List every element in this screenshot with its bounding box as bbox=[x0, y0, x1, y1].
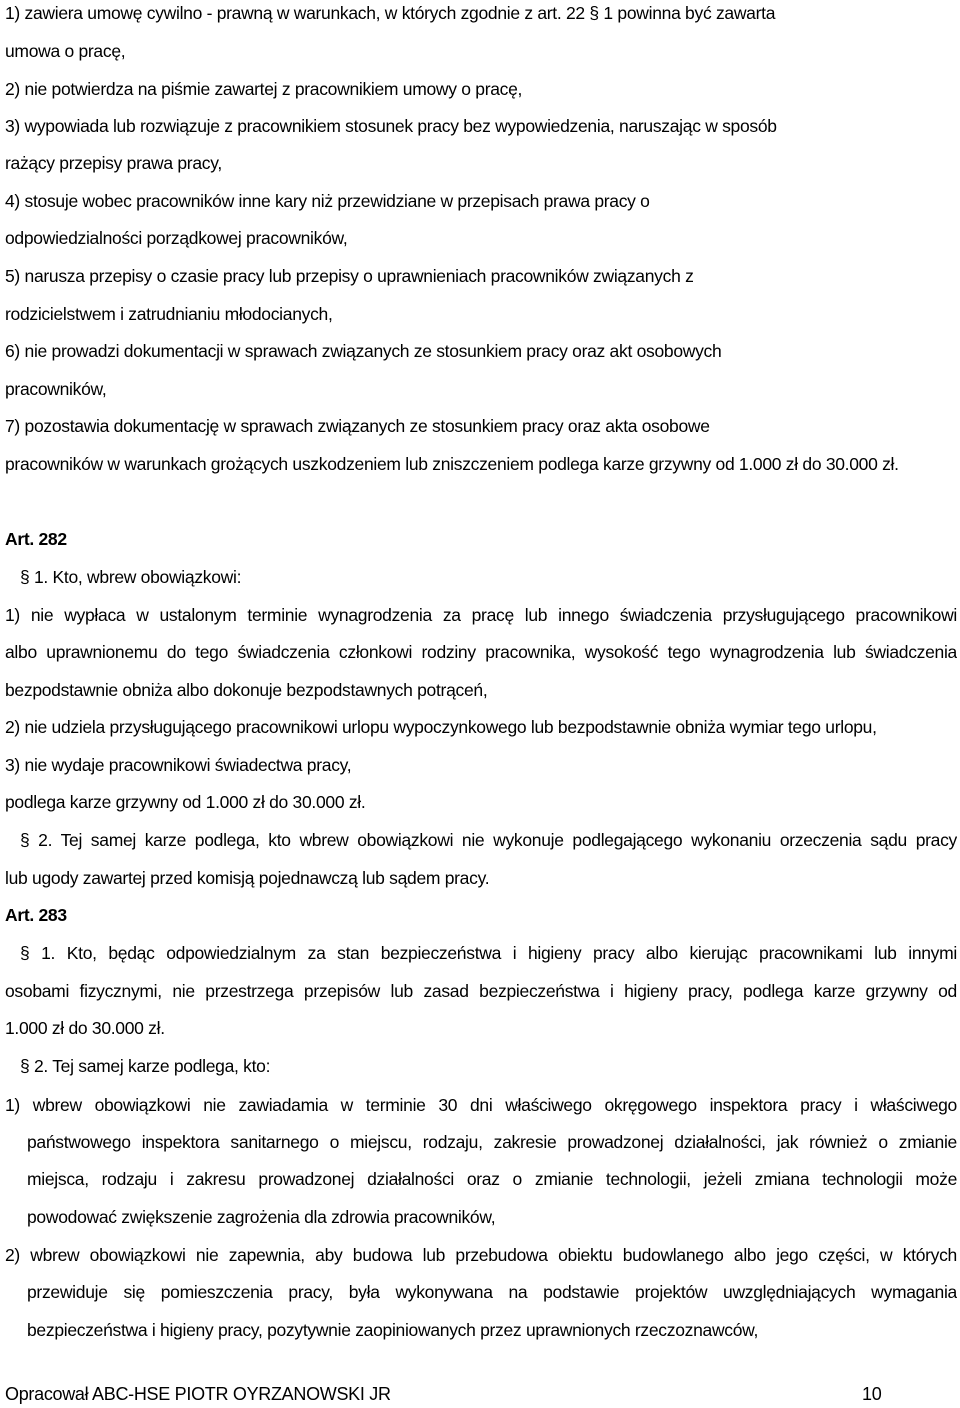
text-line: 7) pozostawia dokumentację w sprawach związanych ze stosunkiem pracy oraz akta osobowe bbox=[5, 416, 710, 436]
text-line: pracowników w warunkach grożących uszkodzeniem lub zniszczeniem podlega karze grzywny od 1.000 zł do 30.000 zł. bbox=[5, 454, 899, 474]
text-line: 2) nie potwierdza na piśmie zawartej z pracownikiem umowy o pracę, bbox=[5, 79, 523, 99]
article-heading: Art. 283 bbox=[5, 905, 67, 925]
text-line: osobami fizycznymi, nie przestrzega przepisów lub zasad bezpieczeństwa i higieny pracy, podlega karze grzywny od bbox=[5, 981, 957, 1001]
text-line: rodzicielstwem i zatrudnianiu młodocianych, bbox=[5, 304, 333, 324]
text-line: przewiduje się pomieszczenia pracy, była wykonywana na podstawie projektów uwzględniających wymagania bbox=[27, 1282, 957, 1302]
text-line: 6) nie prowadzi dokumentacji w sprawach związanych ze stosunkiem pracy oraz akt osobowych bbox=[5, 341, 722, 361]
text-line: bezpieczeństwa i higieny pracy, pozytywnie zaopiniowanych przez uprawnionych rzeczoznawców, bbox=[27, 1320, 759, 1340]
text-line: albo uprawnionemu do tego świadczenia członkowi rodziny pracownika, wysokość tego wynagrodzenia lub świadczenia bbox=[5, 642, 957, 662]
text-line: państwowego inspektora sanitarnego o miejscu, rodzaju, zakresie prowadzonej działalności, jak również o zmianie bbox=[27, 1132, 957, 1152]
text-line: rażący przepisy prawa pracy, bbox=[5, 153, 222, 173]
article-heading: Art. 282 bbox=[5, 529, 67, 549]
text-line: powodować zwiększenie zagrożenia dla zdrowia pracowników, bbox=[27, 1207, 496, 1227]
text-line: umowa o pracę, bbox=[5, 41, 126, 61]
text-line: odpowiedzialności porządkowej pracowników, bbox=[5, 228, 348, 248]
text-line: podlega karze grzywny od 1.000 zł do 30.000 zł. bbox=[5, 792, 366, 812]
footer-author: Opracował ABC-HSE PIOTR OYRZANOWSKI JR bbox=[5, 1384, 391, 1404]
text-line: 3) wypowiada lub rozwiązuje z pracownikiem stosunek pracy bez wypowiedzenia, naruszając w sposób bbox=[5, 116, 777, 136]
text-line: 1.000 zł do 30.000 zł. bbox=[5, 1018, 165, 1038]
text-line: 2) nie udziela przysługującego pracownikowi urlopu wypoczynkowego lub bezpodstawnie obniża wymiar tego urlopu, bbox=[5, 717, 877, 737]
text-line: 1) wbrew obowiązkowi nie zawiadamia w terminie 30 dni właściwego okręgowego inspektora pracy i właściwego bbox=[5, 1095, 957, 1115]
paragraph-heading: § 2. Tej samej karze podlega, kto: bbox=[20, 1056, 271, 1076]
text-line: 5) narusza przepisy o czasie pracy lub przepisy o uprawnieniach pracowników związanych z bbox=[5, 266, 694, 286]
text-line: bezpodstawnie obniża albo dokonuje bezpodstawnych potrąceń, bbox=[5, 680, 488, 700]
text-line: pracowników, bbox=[5, 379, 107, 399]
text-line: miejsca, rodzaju i zakresu prowadzonej działalności oraz o zmianie technologii, jeżeli zmiana technologii może bbox=[27, 1169, 957, 1189]
text-line: 1) zawiera umowę cywilno - prawną w warunkach, w których zgodnie z art. 22 § 1 powinna być zawarta bbox=[5, 3, 776, 23]
text-line: 4) stosuje wobec pracowników inne kary niż przewidziane w przepisach prawa pracy o bbox=[5, 191, 650, 211]
text-line: 2) wbrew obowiązkowi nie zapewnia, aby budowa lub przebudowa obiektu budowlanego albo jego części, w których bbox=[5, 1245, 957, 1265]
text-line: 3) nie wydaje pracownikowi świadectwa pracy, bbox=[5, 755, 352, 775]
text-line: 1) nie wypłaca w ustalonym terminie wynagrodzenia za pracę lub innego świadczenia przysługującego pracownikowi bbox=[5, 605, 957, 625]
paragraph-heading: § 1. Kto, wbrew obowiązkowi: bbox=[20, 567, 242, 587]
page-number: 10 bbox=[862, 1384, 882, 1404]
text-line: § 2. Tej samej karze podlega, kto wbrew obowiązkowi nie wykonuje podlegającego wykonaniu orzeczenia sądu pracy bbox=[20, 830, 957, 850]
text-line: § 1. Kto, będąc odpowiedzialnym za stan bezpieczeństwa i higieny pracy albo kierując pracownikami lub innymi bbox=[20, 943, 957, 963]
text-line: lub ugody zawartej przed komisją pojednawczą lub sądem pracy. bbox=[5, 868, 490, 888]
